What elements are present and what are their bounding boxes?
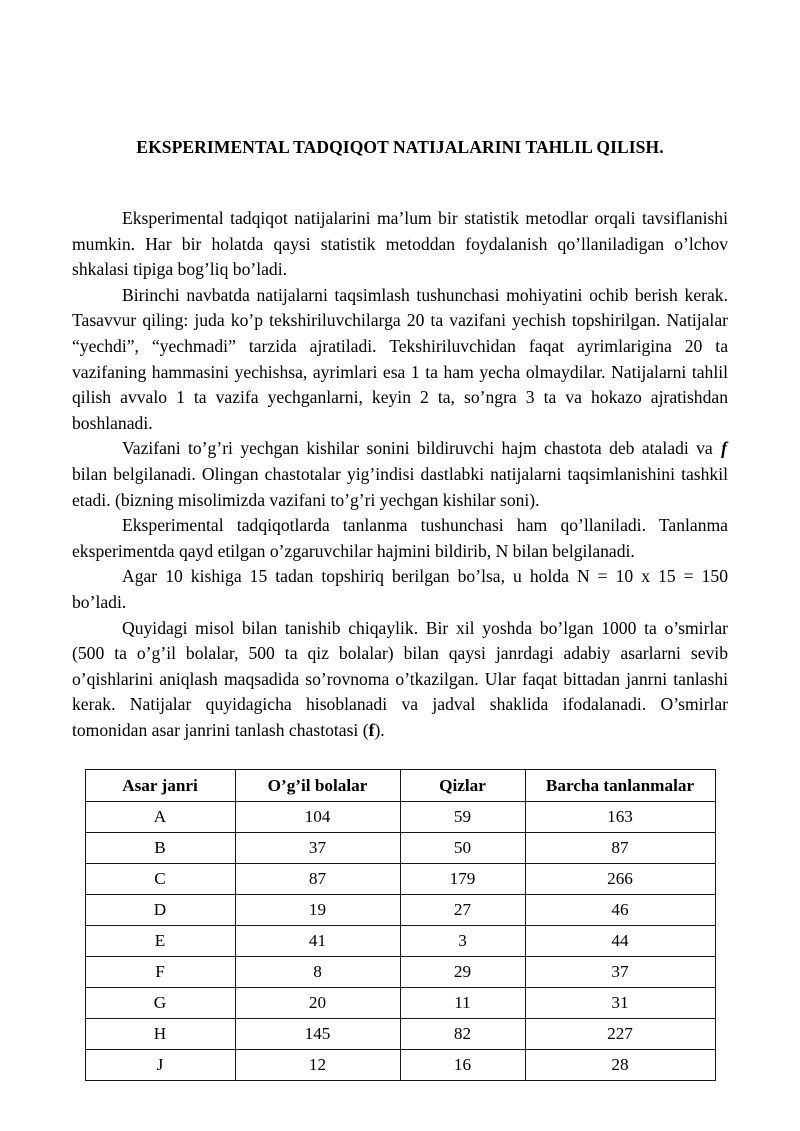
table-cell-boys: 12 (235, 1050, 400, 1081)
table-header-cell: Asar janri (85, 770, 235, 802)
table-cell-girls: 50 (400, 833, 525, 864)
table-cell-boys: 37 (235, 833, 400, 864)
table-cell-girls: 11 (400, 988, 525, 1019)
table-cell-total: 46 (525, 895, 715, 926)
table-row (85, 895, 715, 926)
frequency-symbol: f (721, 438, 727, 459)
table-cell-boys: 87 (235, 864, 400, 895)
paragraph-survey (72, 616, 728, 744)
table-row (85, 864, 715, 895)
table-cell-total: 31 (525, 988, 715, 1019)
paragraph-sample: Eksperimental tadqiqotlarda tanlanma tushunchasi ham qo’llaniladi. Tanlanma eksperimentda qayd etilgan o’zgaruvchilar hajmini bildirib, N bilan belgilanadi. (72, 515, 728, 561)
table-cell-total: 44 (525, 926, 715, 957)
table-cell-genre: C (85, 864, 235, 895)
paragraph-frequency-after: bilan belgilanadi. Olingan chastotalar yig’indisi dastlabki natijalarni taqsimlanishini tashkil etadi. (bizning misolimizda vazifani to’g’ri yechgan kishilar soni). (72, 463, 728, 510)
table-cell-genre: F (85, 957, 235, 988)
paragraph-survey-before: Quyidagi misol bilan tanishib chiqaylik. Bir xil yoshda bo’lgan 1000 ta o’smirlar (500 ta o’g’il bolalar, 500 ta qiz bolalar) bilan qaysi janrdagi adabiy asarlarni sevib o’qishlarini aniqlash maqsadida so’rovnoma o’tkazilgan. Ular faqat bittadan janrni tanlashi kerak. Natijalar quyidagicha hisoblanadi va jadval shaklida ifodalanadi. O’smirlar tomonidan asar janrini tanlash chastotasi ( (72, 617, 728, 740)
table-cell-boys: 20 (235, 988, 400, 1019)
table-body (85, 802, 715, 1081)
paragraph-frequency (72, 436, 728, 513)
frequency-symbol-bold: f (368, 719, 375, 740)
table-cell-boys: 41 (235, 926, 400, 957)
table-cell-boys: 19 (235, 895, 400, 926)
table-cell-girls: 27 (400, 895, 525, 926)
table-cell-girls: 3 (400, 926, 525, 957)
table-cell-total: 87 (525, 833, 715, 864)
table-row (85, 1019, 715, 1050)
table-row (85, 1050, 715, 1081)
table-cell-total: 227 (525, 1019, 715, 1050)
table-cell-total: 266 (525, 864, 715, 895)
document-content (72, 0, 728, 1081)
table-header-row (85, 770, 715, 802)
table-cell-girls: 59 (400, 802, 525, 833)
table-cell-boys: 104 (235, 802, 400, 833)
paragraph-example-n: Agar 10 kishiga 15 tadan topshiriq berilgan bo’lsa, u holda N = 10 x 15 = 150 bo’ladi. (72, 566, 728, 612)
table-cell-girls: 16 (400, 1050, 525, 1081)
frequency-table (85, 769, 716, 1081)
table-cell-boys: 8 (235, 957, 400, 988)
table-header-cell: Barcha tanlanmalar (525, 770, 715, 802)
table-cell-genre: G (85, 988, 235, 1019)
table-cell-boys: 145 (235, 1019, 400, 1050)
table-row (85, 988, 715, 1019)
frequency-table-container (72, 769, 728, 1081)
table-cell-total: 28 (525, 1050, 715, 1081)
page-title: EKSPERIMENTAL TADQIQOT NATIJALARINI TAHLIL QILISH. (136, 137, 664, 157)
table-cell-genre: H (85, 1019, 235, 1050)
table-cell-genre: E (85, 926, 235, 957)
paragraph-frequency-before: Vazifani to’g’ri yechgan kishilar sonini bildiruvchi hajm chastota deb ataladi va (122, 438, 721, 459)
table-cell-girls: 179 (400, 864, 525, 895)
table-cell-genre: D (85, 895, 235, 926)
table-header-cell: Qizlar (400, 770, 525, 802)
table-cell-genre: A (85, 802, 235, 833)
table-cell-girls: 82 (400, 1019, 525, 1050)
table-cell-girls: 29 (400, 957, 525, 988)
table-cell-total: 163 (525, 802, 715, 833)
table-cell-total: 37 (525, 957, 715, 988)
paragraph-survey-after: ). (374, 719, 385, 740)
table-cell-genre: J (85, 1050, 235, 1081)
table-row (85, 957, 715, 988)
table-cell-genre: B (85, 833, 235, 864)
table-row (85, 926, 715, 957)
table-row (85, 802, 715, 833)
table-header-cell: O’g’il bolalar (235, 770, 400, 802)
table-row (85, 833, 715, 864)
paragraph-intro: Eksperimental tadqiqot natijalarini ma’lum bir statistik metodlar orqali tavsiflanishi mumkin. Har bir holatda qaysi statistik metoddan foydalanish qo’llaniladigan o’lchov shkalasi tipiga bog’liq bo’ladi. (72, 208, 728, 280)
paragraph-distribution: Birinchi navbatda natijalarni taqsimlash tushunchasi mohiyatini ochib berish kerak. Tasavvur qiling: juda ko’p tekshiriluvchilarga 20 ta vazifani yechish topshirilgan. Natijalar “yechdi”, “yechmadi” tarzida ajratiladi. Tekshiriluvchidan faqat ayrimlarigina 20 ta vazifaning hammasini yechishsa, ayrimlari esa 1 ta ham yecha olmaydilar. Natijalarni tahlil qilish avvalo 1 ta vazifa yechganlarni, keyin 2 ta, so’ngra 3 ta va hokazo ajratishdan boshlanadi. (72, 284, 728, 433)
